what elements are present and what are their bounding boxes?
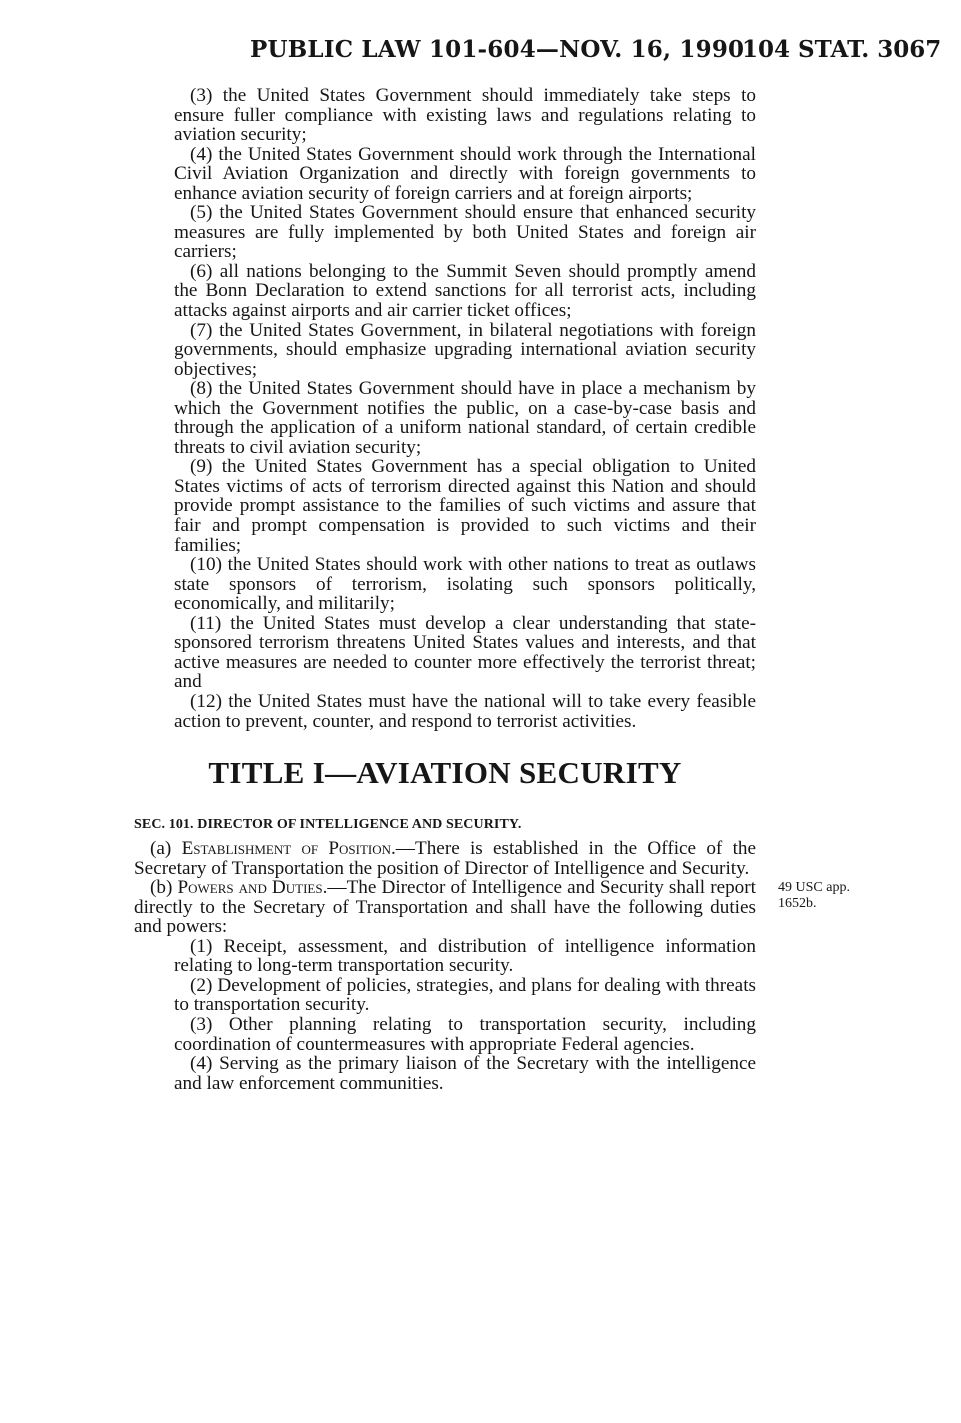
finding-10: (10) the United States should work with other nations to treat as outlaws state sponsors of terrorism, isolating such sponsors politically, economically, and militarily; [174,554,756,615]
finding-3: (3) the United States Government should immediately take steps to ensure fuller compliance with existing laws and regulations relating to aviation security; [174,85,756,146]
subsection-b: (b) Powers and Duties.—The Director of Intelligence and Security shall report directly to the Secretary of Transportation and shall have the following duties and powers: [134,877,757,938]
margin-citation-line-2: 1652b. [778,896,817,911]
subsection-b-text: —The Director of Intelligence and Security shall report directly to the Secretary of Transportation and shall have the following duties and powers: [134,877,757,938]
finding-5: (5) the United States Government should ensure that enhanced security measures are fully implemented by both United States and foreign air carriers; [174,202,756,263]
finding-8: (8) the United States Government should have in place a mechanism by which the Government notifies the public, on a case-by-case basis and through the application of a uniform national standard, of certain credible threats to civil aviation security; [174,378,756,458]
duty-3: (3) Other planning relating to transportation security, including coordination of countermeasures with appropriate Federal agencies. [174,1013,756,1055]
section-heading: SEC. 101. DIRECTOR OF INTELLIGENCE AND SECURITY. [134,817,522,833]
subsection-b-heading: Powers and Duties. [177,877,328,899]
finding-9: (9) the United States Government has a special obligation to United States victims of acts of terrorism directed against this Nation and should provide prompt assistance to the families of such victims and assure that fair and prompt compensation is provided to such victims and their families; [174,456,756,556]
body-text [134,86,756,1093]
finding-11: (11) the United States must develop a clear understanding that state-sponsored terrorism threatens United States values and interests, and that active measures are needed to counter more effectively the terrorist threat; and [174,612,756,693]
subsection-a: (a) Establishment of Position.—There is established in the Office of the Secretary of Transportation the position of Director of Intelligence and Security. [134,838,757,879]
subsection-a-text: —There is established in the Office of the Secretary of Transportation the position of Director of Intelligence and Security. [134,838,757,879]
margin-citation [778,880,888,912]
stat-reference: 104 STAT. 3067 [742,36,942,63]
running-head [0,36,961,70]
finding-4: (4) the United States Government should work through the International Civil Aviation Organization and directly with foreign governments to enhance aviation security of foreign carriers and at foreign airports; [174,143,756,204]
subsection-a-heading: Establishment of Position. [181,838,396,860]
margin-citation-line-1: 49 USC app. [778,880,850,895]
page-title: PUBLIC LAW 101-604—NOV. 16, 1990 [250,36,745,63]
title-heading: TITLE I—AVIATION SECURITY [208,755,682,791]
duty-1: (1) Receipt, assessment, and distribution of intelligence information relating to long-term transportation security. [174,935,756,977]
finding-6: (6) all nations belonging to the Summit Seven should promptly amend the Bonn Declaration to extend sanctions for all terrorist acts, including attacks against airports and air carrier ticket offices; [174,260,756,322]
duty-4: (4) Serving as the primary liaison of the Secretary with the intelligence and law enforcement communities. [174,1053,756,1094]
finding-12: (12) the United States must have the national will to take every feasible action to prevent, counter, and respond to terrorist activities. [174,690,756,732]
finding-7: (7) the United States Government, in bilateral negotiations with foreign governments, should emphasize upgrading international aviation security objectives; [174,319,756,380]
duty-2: (2) Development of policies, strategies, and plans for dealing with threats to transportation security. [174,974,756,1016]
